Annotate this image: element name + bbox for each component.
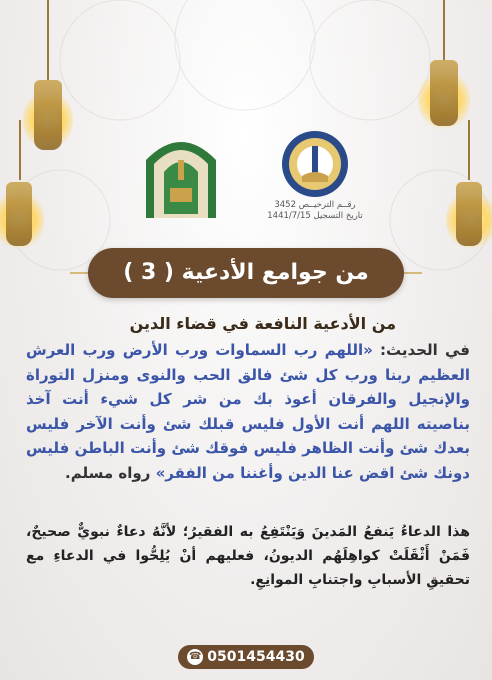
hadith-text: «اللهم رب السماوات ورب الأرض ورب العرش العظيم ربنا ورب كل شئ فالق الحب والنوى ومنزل التوراة والإنجيل والفرقان أعوذ بك من شر كل شيء أنت آخذ بناصيته اللهم أنت الأول فليس قبلك شئ وأنت الآخر فليس بعدك شئ وأنت الظاهر فليس فوقك شئ وأنت الباطن فليس دونك شئ اقض عنا الدين وأغننا من الفقر»: [26, 341, 470, 482]
phone-number: 0501454430: [207, 649, 305, 665]
hadith-paragraph: [26, 338, 470, 485]
lantern-left-bottom: [0, 120, 40, 280]
hadith-intro: في الحديث:: [372, 341, 470, 359]
page-title: من جوامع الأدعية ( 3 ): [123, 260, 369, 285]
society-logo: [280, 128, 350, 200]
phone-badge[interactable]: [178, 645, 314, 669]
ministry-logo: [140, 130, 222, 220]
license-info: [260, 200, 370, 222]
lantern-right-bottom: [446, 120, 492, 280]
explanation-paragraph: هذا الدعاءُ يَنفعُ المَدينَ وَيَنْتَفِعُ به الفقيرُ؛ لأنَّهُ دعاءٌ نبويٌّ صحيحٌ، فَمَنْ أَثْقَلَتْ كواهِلَهُم الديونُ، فعليهم أنْ يُلِحُّوا في الدعاءِ مع تحقيقِ الأسبابِ واجتنابِ الموانِعِ.: [26, 524, 470, 588]
registration-date: تاريخ التسجيل 1441/7/15: [267, 211, 363, 221]
section-subtitle: من الأدعية النافعة في قضاء الدين: [129, 314, 396, 333]
license-number: رقــم الترخيــص 3452: [274, 200, 356, 210]
phone-icon: ☎: [187, 649, 203, 665]
hadith-reference: رواه مسلم.: [65, 463, 156, 482]
